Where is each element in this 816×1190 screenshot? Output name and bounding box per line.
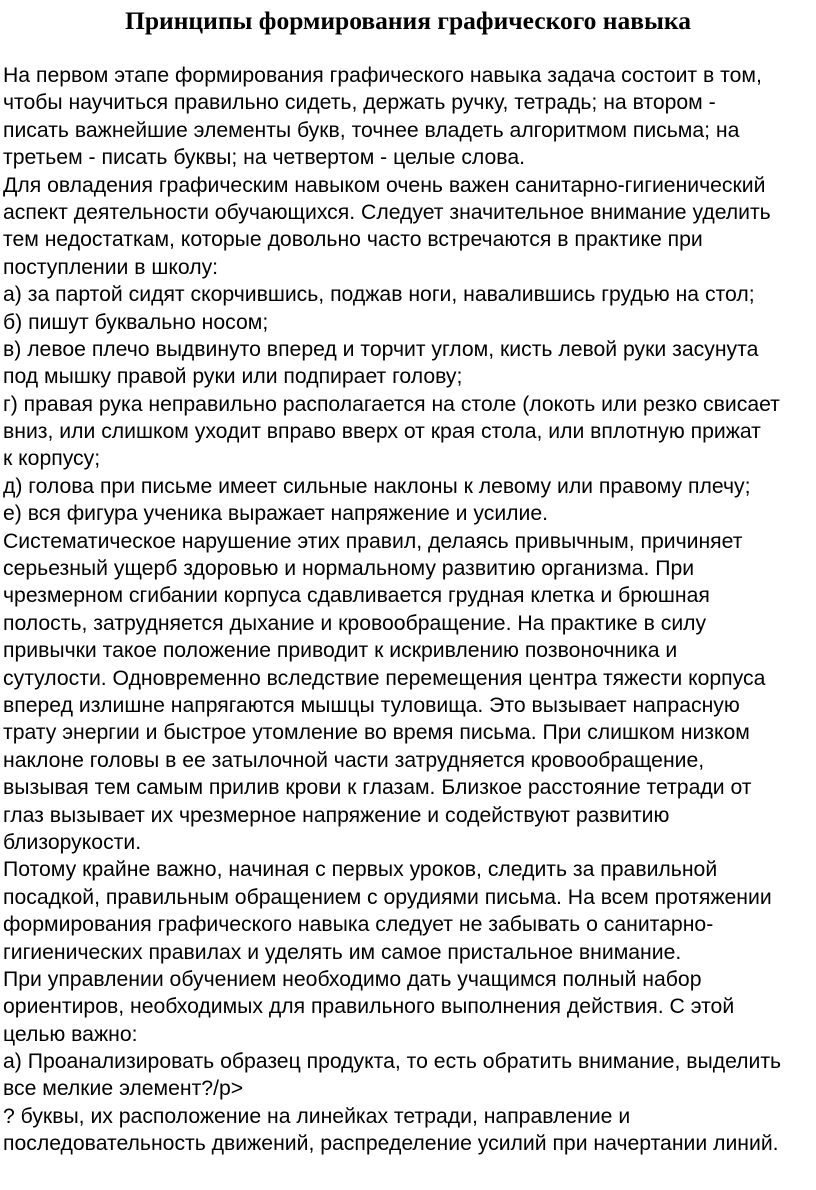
text-line: При управлении обучением необходимо дать учащимся полный набор	[3, 967, 702, 991]
text-line: д) голова при письме имеет сильные наклоны к левому или правому плечу;	[3, 474, 751, 498]
text-line: вниз, или слишком уходит вправо вверх от края стола, или вплотную прижат	[3, 420, 761, 444]
text-line: аспект деятельности обучающихся. Следует значительное внимание уделить	[3, 200, 771, 224]
text-line: вызывая тем самым прилив крови к глазам. Близкое расстояние тетради от	[3, 776, 752, 800]
text-line: последовательность движений, распределение усилий при начертании линий.	[3, 1132, 779, 1156]
text-line: целью важно:	[3, 1022, 138, 1046]
text-line: а) Проанализировать образец продукта, то есть обратить внимание, выделить	[3, 1050, 782, 1074]
text-line: под мышку правой руки или подпирает голову;	[3, 365, 463, 389]
text-line: поступлении в школу:	[3, 255, 219, 279]
document-body	[3, 62, 813, 1158]
text-line: Систематическое нарушение этих правил, делаясь привычным, причиняет	[3, 529, 743, 553]
text-line: полость, затрудняется дыхание и кровообращение. На практике в силу	[3, 611, 707, 635]
text-line: гигиенических правилах и уделять им самое пристальное внимание.	[3, 940, 682, 964]
text-line: формирования графического навыка следует не забывать о санитарно-	[3, 913, 714, 937]
text-line: близорукости.	[3, 830, 142, 854]
document-title: Принципы формирования графического навыка	[125, 6, 691, 35]
text-line: вперед излишне напрягаются мышцы туловища. Это вызывает напрасную	[3, 693, 740, 717]
text-line: все мелкие элемент?/p>	[3, 1077, 244, 1101]
text-line: ? буквы, их расположение на линейках тетради, направление и	[3, 1104, 631, 1128]
text-line: сутулости. Одновременно вследствие перемещения центра тяжести корпуса	[3, 666, 766, 690]
text-line: привычки такое положение приводит к искривлению позвоночника и	[3, 639, 678, 663]
text-line: посадкой, правильным обращением с орудиями письма. На всем протяжении	[3, 885, 772, 909]
text-line: г) правая рука неправильно располагается на столе (локоть или резко свисает	[3, 392, 780, 416]
text-line: чрезмерном сгибании корпуса сдавливается грудная клетка и брюшная	[3, 584, 710, 608]
text-line: б) пишут буквально носом;	[3, 310, 269, 334]
text-line: писать важнейшие элементы букв, точнее владеть алгоритмом письма; на	[3, 118, 740, 142]
text-line: чтобы научиться правильно сидеть, держать ручку, тетрадь; на втором -	[3, 91, 716, 115]
text-line: глаз вызывает их чрезмерное напряжение и содействуют развитию	[3, 803, 670, 827]
text-line: трату энергии и быстрое утомление во время письма. При слишком низком	[3, 721, 750, 745]
text-line: е) вся фигура ученика выражает напряжение и усилие.	[3, 502, 549, 526]
text-line: Для овладения графическим навыком очень важен санитарно-гигиенический	[3, 173, 766, 197]
text-line: Потому крайне важно, начиная с первых уроков, следить за правильной	[3, 858, 718, 882]
text-line: к корпусу;	[3, 447, 101, 471]
text-line: а) за партой сидят скорчившись, поджав ноги, навалившись грудью на стол;	[3, 283, 755, 307]
text-line: ориентиров, необходимых для правильного выполнения действия. С этой	[3, 995, 735, 1019]
text-line: третьем - писать буквы; на четвертом - целые слова.	[3, 146, 525, 170]
text-line: На первом этапе формирования графического навыка задача состоит в том,	[3, 64, 762, 87]
text-line: тем недостаткам, которые довольно часто встречаются в практике при	[3, 228, 703, 252]
text-line: серьезный ущерб здоровью и нормальному развитию организма. При	[3, 557, 695, 581]
text-line: наклоне головы в ее затылочной части затрудняется кровообращение,	[3, 748, 705, 772]
text-line: в) левое плечо выдвинуто вперед и торчит углом, кисть левой руки засунута	[3, 337, 759, 361]
